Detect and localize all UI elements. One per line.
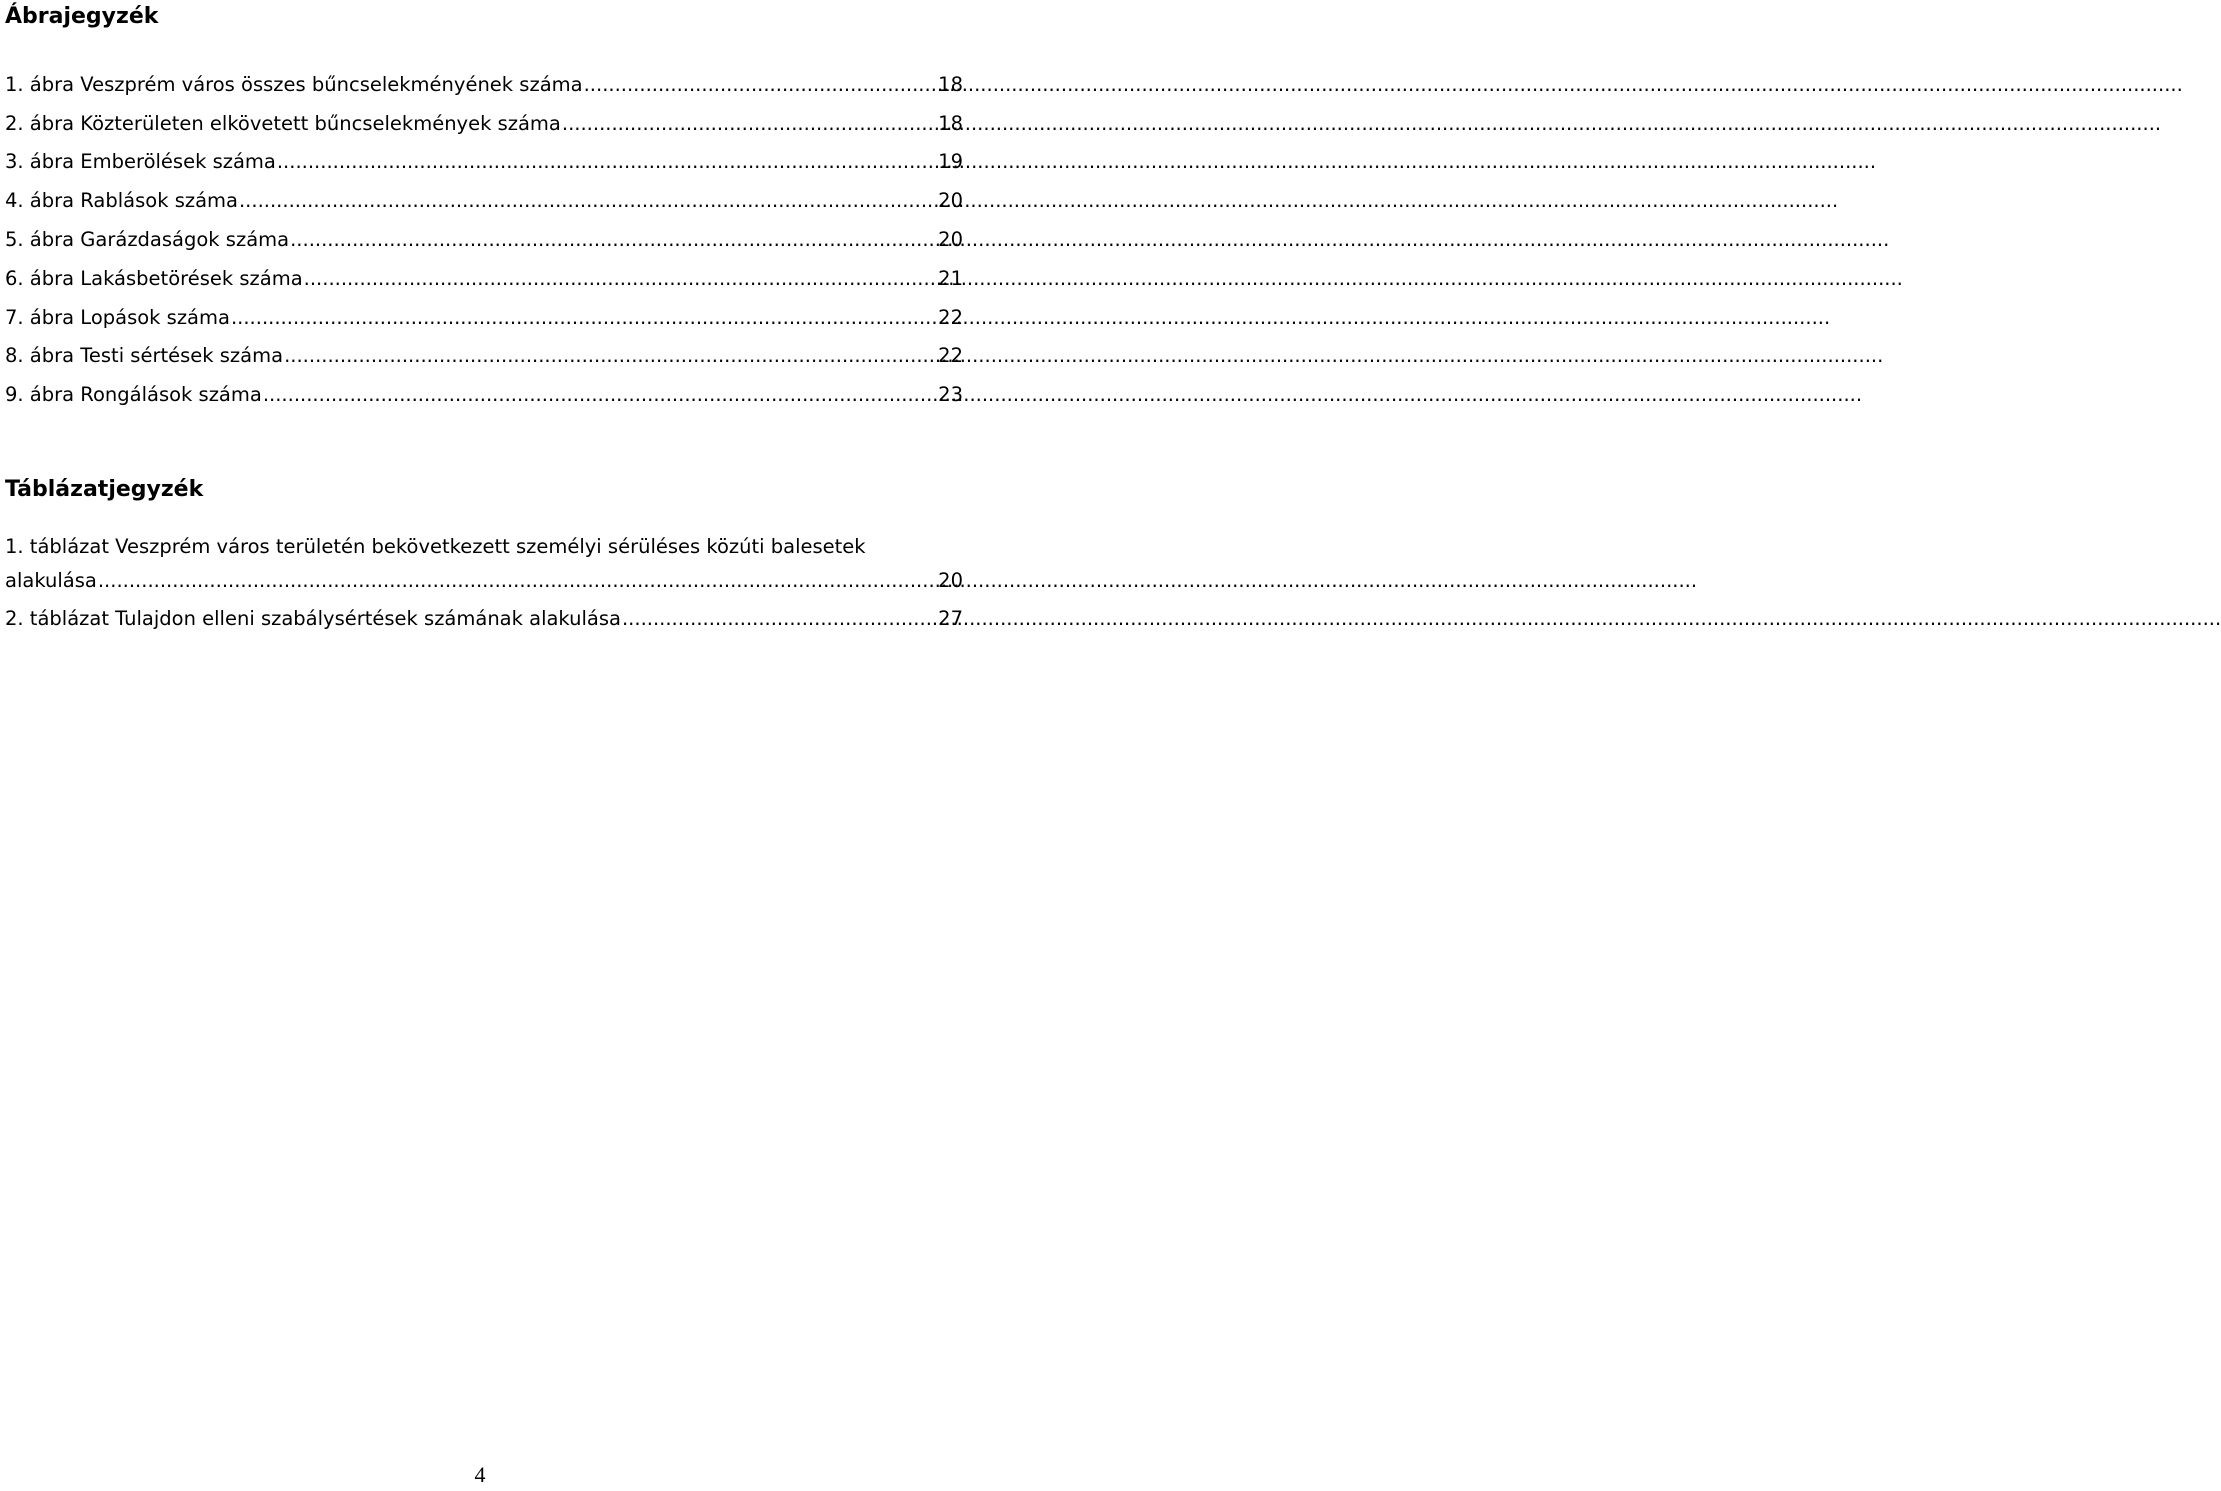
figure-entry-page: 19 — [938, 150, 963, 174]
figures-list — [5, 60, 963, 409]
figure-entry-page: 21 — [938, 266, 963, 290]
dot-leader — [284, 342, 937, 370]
figure-entry-text: 8. ábra Testi sértések száma — [5, 344, 284, 368]
page-number: 4 — [474, 1462, 486, 1487]
dot-leader — [98, 567, 937, 595]
figure-entry-text: 7. ábra Lopások száma — [5, 305, 230, 329]
dot-leader — [231, 304, 937, 332]
table-entry-text-line2: alakulása — [5, 569, 97, 592]
table-entry-2[interactable] — [5, 595, 963, 633]
dot-leader — [622, 605, 937, 633]
dot-leader — [239, 187, 937, 215]
table-entry-text: 2. táblázat Tulajdon elleni szabálysértések számának alakulása — [5, 607, 621, 630]
figure-entry-4[interactable] — [5, 176, 963, 215]
dot-leader — [584, 71, 938, 99]
table-entry-page: 27 — [938, 607, 963, 630]
figure-entry-text: 2. ábra Közterületen elkövetett bűncselekmények száma — [5, 111, 561, 135]
tables-heading: Táblázatjegyzék — [5, 477, 204, 502]
figure-entry-9[interactable] — [5, 370, 963, 409]
figure-entry-5[interactable] — [5, 215, 963, 254]
figure-entry-8[interactable] — [5, 332, 963, 371]
figure-entry-7[interactable] — [5, 293, 963, 332]
dot-leader — [304, 265, 938, 293]
figure-entry-page: 22 — [938, 344, 963, 368]
figure-entry-text: 1. ábra Veszprém város összes bűncselekményének száma — [5, 72, 583, 96]
figure-entry-text: 4. ábra Rablások száma — [5, 189, 238, 213]
figure-entry-page: 23 — [938, 383, 963, 407]
figure-entry-page: 22 — [938, 305, 963, 329]
document-page — [0, 0, 963, 1491]
figure-entry-2[interactable] — [5, 99, 963, 138]
figure-entry-page: 20 — [938, 189, 963, 213]
tables-list — [5, 532, 963, 633]
dot-leader — [562, 110, 937, 138]
table-entry-1[interactable] — [5, 532, 963, 595]
figure-entry-page: 20 — [938, 227, 963, 251]
figures-heading: Ábrajegyzék — [5, 4, 159, 29]
dot-leader — [277, 148, 937, 176]
figure-entry-page: 18 — [938, 111, 963, 135]
figure-entry-text: 6. ábra Lakásbetörések száma — [5, 266, 303, 290]
figure-entry-page: 18 — [938, 72, 963, 96]
table-entry-text-line1: 1. táblázat Veszprém város területén bekövetkezett személyi sérüléses közúti balesetek — [5, 535, 866, 558]
dot-leader — [263, 381, 937, 409]
figure-entry-3[interactable] — [5, 138, 963, 177]
figure-entry-1[interactable] — [5, 60, 963, 99]
figure-entry-text: 5. ábra Garázdaságok száma — [5, 227, 290, 251]
figure-entry-text: 3. ábra Emberölések száma — [5, 150, 276, 174]
figure-entry-text: 9. ábra Rongálások száma — [5, 383, 262, 407]
figure-entry-6[interactable] — [5, 254, 963, 293]
table-entry-page: 20 — [938, 569, 963, 592]
dot-leader — [290, 226, 937, 254]
